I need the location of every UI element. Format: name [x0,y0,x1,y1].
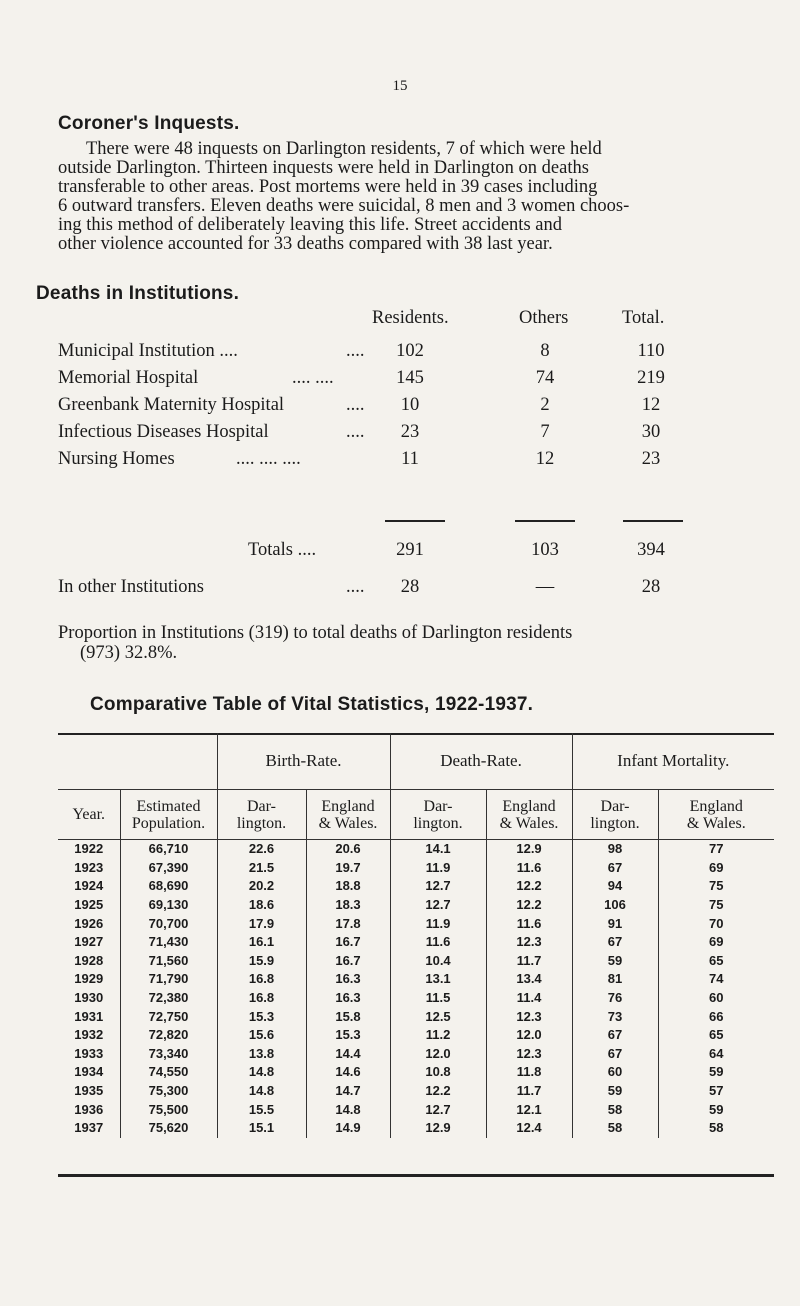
birth-england-cell: 15.3 [306,1026,390,1045]
table-row [58,1026,774,1045]
header-line: & Wales. [318,814,378,832]
table-row [58,859,774,878]
population-cell: 68,690 [120,877,217,896]
infant-darlington-cell: 67 [572,933,658,952]
birth-england-cell: 16.3 [306,989,390,1008]
population-cell: 71,430 [120,933,217,952]
birth-england-cell: 15.8 [306,1007,390,1026]
birth-darlington-cell: 15.5 [217,1100,306,1119]
year-cell: 1924 [74,878,104,894]
death-darlington-cell: 12.0 [390,1045,486,1064]
paragraph-line: ing this method of deliberately leaving this life. Street accidents and [58,215,562,235]
infant-england-cell: 59 [658,1100,774,1119]
year-cell: 1925 [74,897,104,913]
residents-value: 28 [400,577,420,597]
header-line: Dar- [247,797,276,815]
year-cell: 1923 [74,859,104,875]
total-value: 28 [641,577,661,597]
birth-darlington-cell: 20.2 [217,877,306,896]
residents-value: 291 [396,540,424,560]
sum-rule [515,520,575,522]
header-line: lington. [590,814,640,832]
table-bottom-rule [58,1174,774,1177]
death-england-cell: 11.7 [486,952,572,971]
year-cell: 1930 [74,990,104,1006]
infant-darlington-cell: 59 [572,952,658,971]
header-line: lington. [236,814,287,832]
sum-rule [623,520,683,522]
infant-darlington-cell: 91 [572,914,658,933]
death-england-cell: 12.3 [486,1045,572,1064]
population-cell: 72,380 [120,989,217,1008]
year-cell: 1931 [74,1008,104,1024]
infant-england-cell: 57 [658,1082,774,1101]
table-row [58,840,774,859]
paragraph-line: other violence accounted for 33 deaths compared with 38 last year. [58,234,553,254]
year-cell: 1932 [74,1027,104,1043]
leader-dots: .... [346,422,365,442]
infant-england-header [658,790,774,840]
death-england-cell: 12.3 [486,1007,572,1026]
population-cell: 75,620 [120,1119,217,1138]
blank-header-cell [58,733,217,790]
year-cell: 1929 [74,971,104,987]
death-darlington-cell: 12.5 [390,1007,486,1026]
table-row [58,914,774,933]
table-row [58,1045,774,1064]
birth-darlington-cell: 18.6 [217,896,306,915]
death-england-cell: 12.2 [486,896,572,915]
birth-darlington-cell: 15.1 [217,1119,306,1138]
population-cell: 74,550 [120,1063,217,1082]
others-value: 8 [540,341,550,361]
death-darlington-cell: 12.7 [390,896,486,915]
infant-england-cell: 69 [658,933,774,952]
table-row [58,933,774,952]
death-england-cell: 12.1 [486,1100,572,1119]
leader-dots: .... [346,395,365,415]
header-line: England [689,797,743,815]
institution-name: Memorial Hospital [58,368,199,388]
infant-darlington-cell: 60 [572,1063,658,1082]
col-header-total: Total. [622,308,665,328]
death-england-cell: 11.6 [486,859,572,878]
infant-england-cell: 65 [658,1026,774,1045]
year-cell: 1936 [74,1101,104,1117]
infant-england-cell: 58 [658,1119,774,1138]
infant-england-cell: 77 [658,840,774,859]
infant-england-cell: 65 [658,952,774,971]
birth-darlington-header [217,790,306,840]
infant-darlington-cell: 59 [572,1082,658,1101]
header-line: & Wales. [499,814,559,832]
death-england-cell: 12.3 [486,933,572,952]
table-row [58,896,774,915]
population-cell: 71,560 [120,952,217,971]
group-death-rate: Death-Rate. [390,733,572,790]
table-row [58,1100,774,1119]
death-darlington-cell: 10.4 [390,952,486,971]
year-cell: 1937 [74,1120,104,1136]
residents-value: 145 [396,368,424,388]
birth-darlington-cell: 13.8 [217,1045,306,1064]
col-header-residents: Residents. [372,308,449,328]
header-line: Estimated [136,797,201,815]
header-line: England [502,797,556,815]
death-darlington-cell: 11.9 [390,914,486,933]
total-value: 110 [637,341,665,361]
residents-value: 11 [401,449,419,469]
population-cell: 72,750 [120,1007,217,1026]
header-line: lington. [413,814,463,832]
death-darlington-cell: 14.1 [390,840,486,859]
others-value: 2 [540,395,550,415]
year-cell: 1922 [74,841,104,857]
infant-england-cell: 70 [658,914,774,933]
birth-darlington-cell: 15.6 [217,1026,306,1045]
death-england-cell: 11.8 [486,1063,572,1082]
infant-darlington-cell: 67 [572,859,658,878]
death-darlington-cell: 12.9 [390,1119,486,1138]
others-value: 7 [540,422,550,442]
institution-name: Nursing Homes [58,449,175,469]
residents-value: 102 [396,341,424,361]
paragraph-line: There were 48 inquests on Darlington residents, 7 of which were held [86,139,602,159]
proportion-line: (973) 32.8%. [80,643,178,663]
population-cell: 70,700 [120,914,217,933]
birth-england-cell: 16.7 [306,933,390,952]
year-cell: 1933 [74,1045,104,1061]
proportion-line: Proportion in Institutions (319) to total deaths of Darlington residents [58,623,573,643]
birth-england-cell: 14.8 [306,1100,390,1119]
birth-darlington-cell: 15.3 [217,1007,306,1026]
population-cell: 72,820 [120,1026,217,1045]
birth-england-cell: 17.8 [306,914,390,933]
birth-england-cell: 18.8 [306,877,390,896]
death-england-cell: 13.4 [486,970,572,989]
year-cell: 1926 [74,915,104,931]
total-value: 23 [641,449,661,469]
infant-england-cell: 60 [658,989,774,1008]
death-england-cell: 11.4 [486,989,572,1008]
leader-dots: .... .... .... [236,449,301,469]
table-row [58,970,774,989]
total-value: 30 [641,422,661,442]
coroner-heading: Coroner's Inquests. [58,113,240,134]
header-line: & Wales. [686,814,746,832]
total-value: 394 [637,540,665,560]
infant-england-cell: 64 [658,1045,774,1064]
birth-darlington-cell: 21.5 [217,859,306,878]
table-row [58,1063,774,1082]
coroner-paragraph [58,140,770,254]
year-cell: 1935 [74,1083,104,1099]
group-birth-rate: Birth-Rate. [217,733,390,790]
birth-england-header [306,790,390,840]
birth-england-cell: 19.7 [306,859,390,878]
infant-darlington-cell: 58 [572,1100,658,1119]
table-row [58,877,774,896]
paragraph-line: outside Darlington. Thirteen inquests were held in Darlington on deaths [58,158,589,178]
year-cell: 1927 [74,934,104,950]
death-darlington-cell: 11.2 [390,1026,486,1045]
table-row [58,1082,774,1101]
birth-darlington-cell: 17.9 [217,914,306,933]
birth-darlington-cell: 22.6 [217,840,306,859]
population-cell: 75,300 [120,1082,217,1101]
totals-label: Totals .... [248,540,317,560]
infant-england-cell: 75 [658,877,774,896]
infant-england-cell: 66 [658,1007,774,1026]
death-darlington-cell: 12.7 [390,1100,486,1119]
year-cell: 1928 [74,952,104,968]
page-number: 15 [392,78,408,94]
table-row [58,1119,774,1138]
residents-value: 10 [400,395,420,415]
infant-darlington-cell: 58 [572,1119,658,1138]
header-line: Dar- [423,797,453,815]
birth-england-cell: 20.6 [306,840,390,859]
institution-name: Municipal Institution .... [58,341,238,361]
death-darlington-cell: 10.8 [390,1063,486,1082]
death-england-cell: 12.0 [486,1026,572,1045]
proportion-note [58,623,770,663]
paragraph-line: 6 outward transfers. Eleven deaths were suicidal, 8 men and 3 women choos- [58,196,630,216]
population-cell: 69,130 [120,896,217,915]
sum-rule [385,520,445,522]
death-england-header [486,790,572,840]
group-infant-mortality: Infant Mortality. [572,733,774,790]
birth-england-cell: 14.4 [306,1045,390,1064]
death-darlington-cell: 11.6 [390,933,486,952]
birth-england-cell: 18.3 [306,896,390,915]
col-header-others: Others [519,308,569,328]
infant-england-cell: 69 [658,859,774,878]
others-value: 12 [535,449,555,469]
header-line: Dar- [600,797,630,815]
vital-table-body [58,840,774,1138]
birth-darlington-cell: 16.1 [217,933,306,952]
death-darlington-header [390,790,486,840]
others-value: 103 [531,540,559,560]
others-value: 74 [535,368,555,388]
birth-england-cell: 14.7 [306,1082,390,1101]
infant-england-cell: 75 [658,896,774,915]
total-value: 219 [637,368,665,388]
vital-heading: Comparative Table of Vital Statistics, 1922-1937. [90,694,534,715]
population-cell: 66,710 [120,840,217,859]
birth-darlington-cell: 16.8 [217,989,306,1008]
table-row [58,989,774,1008]
infant-darlington-cell: 94 [572,877,658,896]
death-darlington-cell: 13.1 [390,970,486,989]
population-cell: 67,390 [120,859,217,878]
infant-darlington-header [572,790,658,840]
sub-header-row [58,790,774,840]
year-header: Year. [58,790,120,840]
death-darlington-cell: 12.7 [390,877,486,896]
header-line: England [321,797,375,815]
death-england-cell: 12.9 [486,840,572,859]
infant-darlington-cell: 73 [572,1007,658,1026]
infant-darlington-cell: 98 [572,840,658,859]
institution-name: Infectious Diseases Hospital [58,422,269,442]
death-darlington-cell: 11.9 [390,859,486,878]
infant-darlington-cell: 81 [572,970,658,989]
paragraph-line: transferable to other areas. Post mortems were held in 39 cases including [58,177,598,197]
institution-name: In other Institutions [58,577,204,597]
infant-darlington-cell: 67 [572,1026,658,1045]
infant-darlington-cell: 106 [572,896,658,915]
institution-name: Greenbank Maternity Hospital [58,395,285,415]
death-darlington-cell: 12.2 [390,1082,486,1101]
institutions-heading: Deaths in Institutions. [36,283,240,304]
death-england-cell: 11.7 [486,1082,572,1101]
table-row [58,952,774,971]
header-line: Population. [131,814,206,832]
death-england-cell: 11.6 [486,914,572,933]
death-darlington-cell: 11.5 [390,989,486,1008]
residents-value: 23 [400,422,420,442]
birth-darlington-cell: 14.8 [217,1063,306,1082]
vital-statistics-table [58,733,774,1138]
population-cell: 75,500 [120,1100,217,1119]
infant-darlington-cell: 76 [572,989,658,1008]
population-cell: 73,340 [120,1045,217,1064]
birth-darlington-cell: 15.9 [217,952,306,971]
leader-dots: .... [346,341,365,361]
leader-dots: .... [346,577,365,597]
total-value: 12 [641,395,661,415]
infant-darlington-cell: 67 [572,1045,658,1064]
population-cell: 71,790 [120,970,217,989]
birth-england-cell: 14.6 [306,1063,390,1082]
death-england-cell: 12.4 [486,1119,572,1138]
group-header-row [58,733,774,790]
birth-england-cell: 16.3 [306,970,390,989]
year-cell: 1934 [74,1064,104,1080]
death-england-cell: 12.2 [486,877,572,896]
leader-dots: .... .... [292,368,334,388]
birth-darlington-cell: 14.8 [217,1082,306,1101]
birth-england-cell: 14.9 [306,1119,390,1138]
birth-england-cell: 16.7 [306,952,390,971]
infant-england-cell: 59 [658,1063,774,1082]
birth-darlington-cell: 16.8 [217,970,306,989]
others-value: — [535,577,555,597]
population-header [120,790,217,840]
table-row [58,1007,774,1026]
infant-england-cell: 74 [658,970,774,989]
